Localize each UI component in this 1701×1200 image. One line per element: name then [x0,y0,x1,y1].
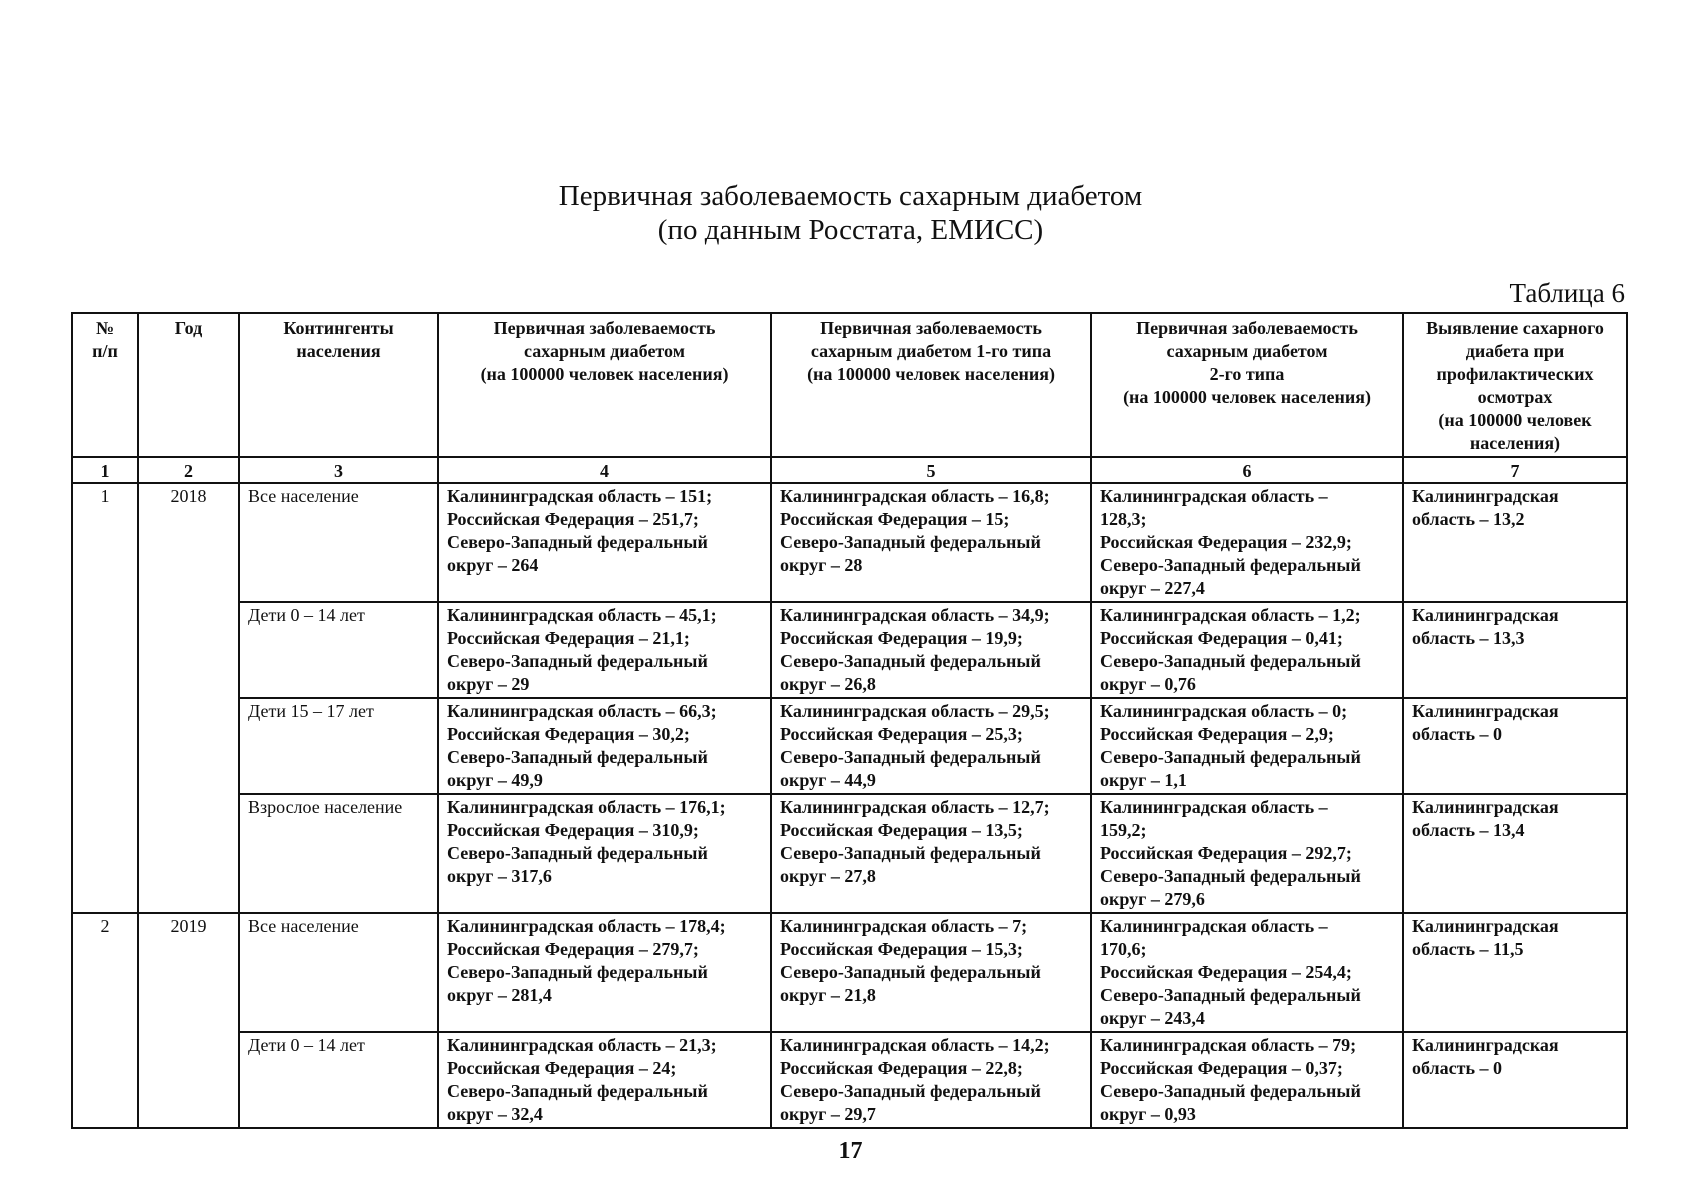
cell-line: Калининградская область – 12,7; [780,797,1050,817]
cell-line: округ – 32,4 [447,1104,543,1124]
cell-line: Российская Федерация – 310,9; [447,820,699,840]
cell-line: Российская Федерация – 0,41; [1100,628,1343,648]
cell-line: Российская Федерация – 15,3; [780,939,1023,959]
header-line: Контингенты [283,318,394,338]
cell-screening [1403,913,1627,1032]
cell-line: Северо-Западный федеральный [780,651,1041,671]
column-number: 1 [72,457,138,483]
row-index: 1 [72,483,138,913]
column-number-row [72,457,1627,483]
cell-screening [1403,1032,1627,1128]
column-number: 7 [1403,457,1627,483]
cell-line: Российская Федерация – 21,1; [447,628,690,648]
cell-line: область – 0 [1412,1058,1502,1078]
header-line: Год [174,318,203,338]
table-row [72,602,1627,698]
header-type2-incidence [1091,313,1403,457]
cell-total [438,913,771,1032]
cell-line: Российская Федерация – 232,9; [1100,532,1352,552]
cell-line: Северо-Западный федеральный [780,747,1041,767]
cell-type2 [1091,1032,1403,1128]
header-type1-incidence [771,313,1091,457]
population-group: Все население [239,483,438,602]
cell-line: Калининградская область – 45,1; [447,605,717,625]
cell-line: Калининградская [1412,486,1559,506]
cell-line: Калининградская область – 7; [780,916,1028,936]
header-year [138,313,239,457]
cell-line: округ – 264 [447,555,539,575]
header-line: 2-го типа [1209,364,1285,384]
cell-line: Северо-Западный федеральный [780,1081,1041,1101]
header-line: диабета при [1465,341,1565,361]
cell-line: Российская Федерация – 30,2; [447,724,690,744]
population-group: Дети 15 – 17 лет [239,698,438,794]
cell-line: область – 13,4 [1412,820,1525,840]
cell-type2 [1091,602,1403,698]
cell-line: Калининградская [1412,605,1559,625]
population-group: Взрослое население [239,794,438,913]
cell-line: Калининградская область – 16,8; [780,486,1050,506]
cell-screening [1403,794,1627,913]
header-line: сахарным диабетом 1-го типа [810,341,1052,361]
cell-type2 [1091,698,1403,794]
cell-line: округ – 243,4 [1100,1008,1205,1028]
header-line: (на 100000 человек [1438,410,1592,430]
table-row [72,913,1627,1032]
cell-line: округ – 0,76 [1100,674,1196,694]
cell-line: Северо-Западный федеральный [1100,555,1361,575]
cell-line: Калининградская область – 14,2; [780,1035,1050,1055]
cell-line: Российская Федерация – 251,7; [447,509,699,529]
cell-line: округ – 28 [780,555,863,575]
cell-line: Калининградская область – [1100,486,1328,506]
cell-total [438,698,771,794]
cell-line: Калининградская [1412,797,1559,817]
cell-total [438,794,771,913]
table-row [72,1032,1627,1128]
cell-line: Российская Федерация – 15; [780,509,1010,529]
population-group: Дети 0 – 14 лет [239,1032,438,1128]
cell-line: Калининградская область – 1,2; [1100,605,1361,625]
document-title: Первичная заболеваемость сахарным диабетом [558,180,1143,212]
header-line: (на 100000 человек населения) [480,364,729,384]
page-number: 17 [838,1138,863,1164]
cell-line: округ – 26,8 [780,674,876,694]
table-row [72,698,1627,794]
cell-line: Калининградская [1412,701,1559,721]
incidence-table [71,312,1628,1129]
cell-type1 [771,602,1091,698]
row-year: 2019 [138,913,239,1128]
header-line: Первичная заболеваемость [820,318,1042,338]
cell-line: Российская Федерация – 25,3; [780,724,1023,744]
header-group [239,313,438,457]
header-row [72,313,1627,457]
population-group: Дети 0 – 14 лет [239,602,438,698]
cell-total [438,602,771,698]
cell-total [438,1032,771,1128]
header-line: сахарным диабетом [524,341,685,361]
header-total-incidence [438,313,771,457]
cell-line: Северо-Западный федеральный [1100,985,1361,1005]
header-line: осмотрах [1477,387,1553,407]
cell-line: Калининградская [1412,1035,1559,1055]
header-index [72,313,138,457]
column-number: 4 [438,457,771,483]
cell-line: Северо-Западный федеральный [780,843,1041,863]
cell-screening [1403,602,1627,698]
cell-line: область – 13,3 [1412,628,1525,648]
cell-type2 [1091,483,1403,602]
cell-type1 [771,913,1091,1032]
cell-type1 [771,698,1091,794]
cell-line: Северо-Западный федеральный [447,1081,708,1101]
header-line: Выявление сахарного [1426,318,1604,338]
cell-line: Северо-Западный федеральный [780,962,1041,982]
cell-line: округ – 21,8 [780,985,876,1005]
cell-line: Российская Федерация – 19,9; [780,628,1023,648]
cell-line: область – 0 [1412,724,1502,744]
column-number: 3 [239,457,438,483]
row-year: 2018 [138,483,239,913]
row-index: 2 [72,913,138,1128]
cell-type2 [1091,913,1403,1032]
cell-line: Калининградская область – 29,5; [780,701,1050,721]
cell-type2 [1091,794,1403,913]
cell-line: Северо-Западный федеральный [1100,651,1361,671]
cell-type1 [771,483,1091,602]
cell-line: 128,3; [1100,509,1147,529]
cell-line: Калининградская [1412,916,1559,936]
cell-type1 [771,794,1091,913]
cell-line: Российская Федерация – 254,4; [1100,962,1352,982]
header-line: № [95,318,115,338]
header-line: населения [296,341,381,361]
cell-total [438,483,771,602]
cell-screening [1403,698,1627,794]
cell-line: округ – 227,4 [1100,578,1205,598]
cell-line: Российская Федерация – 24; [447,1058,677,1078]
table-label: Таблица 6 [1509,278,1625,308]
cell-line: Российская Федерация – 292,7; [1100,843,1352,863]
cell-line: 159,2; [1100,820,1147,840]
header-line: (на 100000 человек населения) [1123,387,1371,407]
population-group: Все население [239,913,438,1032]
cell-line: Калининградская область – 66,3; [447,701,717,721]
cell-line: Калининградская область – [1100,916,1328,936]
cell-line: Российская Федерация – 0,37; [1100,1058,1343,1078]
cell-line: Калининградская область – 34,9; [780,605,1050,625]
cell-line: область – 11,5 [1412,939,1524,959]
header-line: Первичная заболеваемость [493,318,716,338]
cell-line: округ – 317,6 [447,866,552,886]
table-row [72,794,1627,913]
cell-line: Северо-Западный федеральный [1100,1081,1361,1101]
header-line: населения) [1469,433,1561,453]
cell-line: Калининградская область – [1100,797,1328,817]
cell-line: Российская Федерация – 279,7; [447,939,699,959]
header-line: профилактических [1436,364,1594,384]
cell-line: Российская Федерация – 13,5; [780,820,1023,840]
cell-line: Северо-Западный федеральный [447,532,708,552]
column-number: 6 [1091,457,1403,483]
header-line: (на 100000 человек населения) [807,364,1055,384]
cell-line: Северо-Западный федеральный [447,651,708,671]
cell-line: Калининградская область – 151; [447,486,713,506]
cell-line: Калининградская область – 0; [1100,701,1348,721]
cell-line: Калининградская область – 176,1; [447,797,726,817]
cell-line: Российская Федерация – 2,9; [1100,724,1334,744]
cell-line: округ – 29 [447,674,530,694]
cell-line: округ – 49,9 [447,770,543,790]
header-line: п/п [92,341,118,361]
column-number: 5 [771,457,1091,483]
header-line: Первичная заболеваемость [1136,318,1358,338]
cell-line: округ – 29,7 [780,1104,876,1124]
cell-line: Калининградская область – 79; [1100,1035,1357,1055]
cell-line: округ – 281,4 [447,985,552,1005]
cell-line: Северо-Западный федеральный [447,962,708,982]
table-row [72,483,1627,602]
cell-line: Северо-Западный федеральный [447,843,708,863]
cell-line: Калининградская область – 178,4; [447,916,726,936]
cell-line: округ – 44,9 [780,770,876,790]
cell-line: Северо-Западный федеральный [1100,747,1361,767]
cell-line: Северо-Западный федеральный [1100,866,1361,886]
cell-line: Российская Федерация – 22,8; [780,1058,1023,1078]
cell-type1 [771,1032,1091,1128]
cell-line: область – 13,2 [1412,509,1525,529]
cell-screening [1403,483,1627,602]
document-subtitle: (по данным Росстата, ЕМИСС) [657,214,1044,246]
header-line: сахарным диабетом [1166,341,1328,361]
cell-line: Северо-Западный федеральный [447,747,708,767]
cell-line: 170,6; [1100,939,1147,959]
cell-line: округ – 27,8 [780,866,876,886]
cell-line: Калининградская область – 21,3; [447,1035,717,1055]
cell-line: округ – 279,6 [1100,889,1205,909]
cell-line: Северо-Западный федеральный [780,532,1041,552]
header-screening-detection [1403,313,1627,457]
cell-line: округ – 1,1 [1100,770,1187,790]
cell-line: округ – 0,93 [1100,1104,1196,1124]
column-number: 2 [138,457,239,483]
